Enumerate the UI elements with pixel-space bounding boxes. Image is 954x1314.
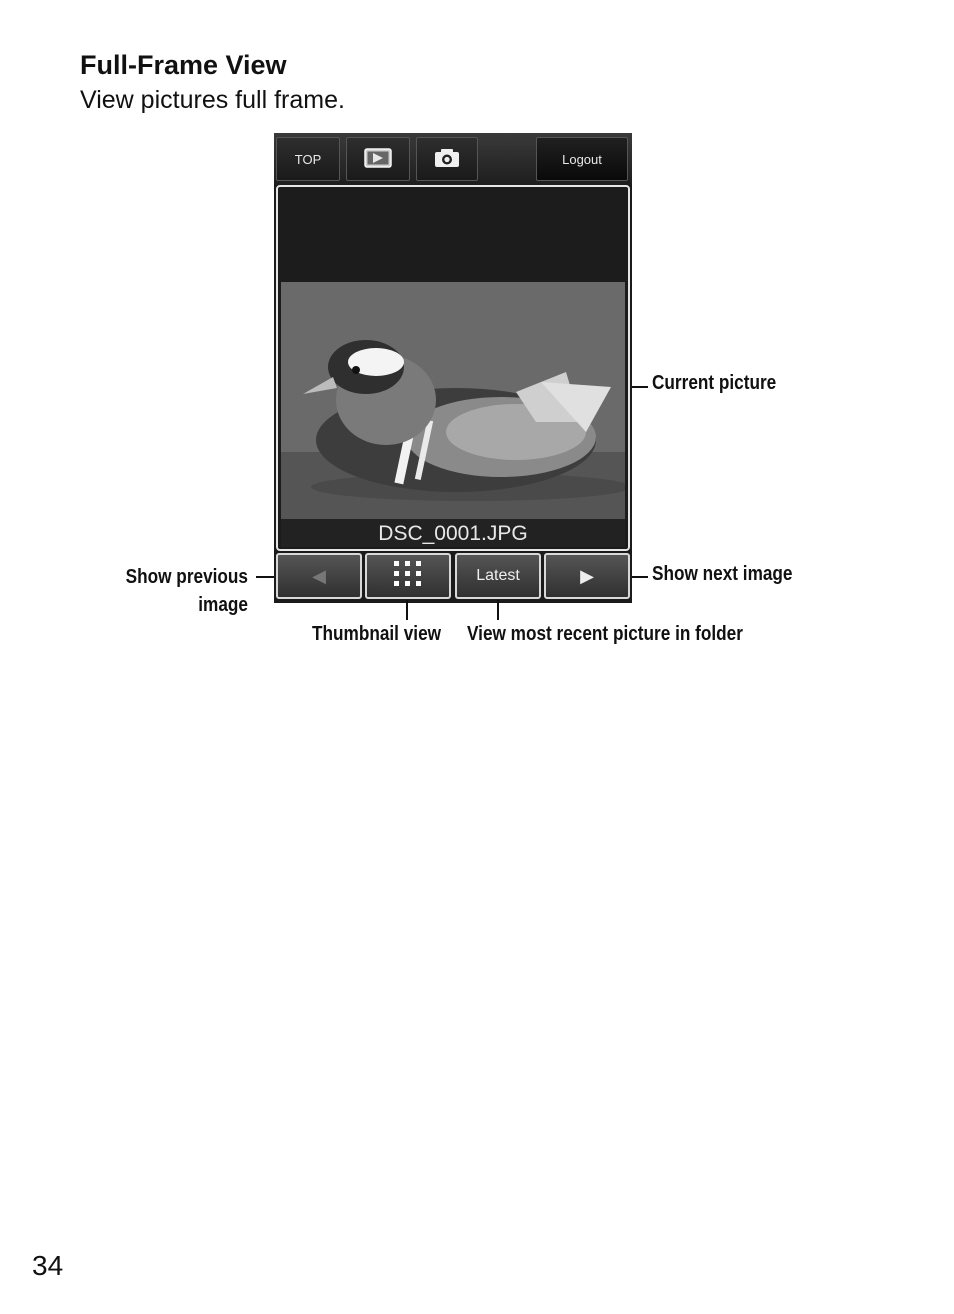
callout-line-next xyxy=(632,576,648,578)
thumbnail-view-button[interactable] xyxy=(365,553,451,599)
top-button[interactable]: TOP xyxy=(276,137,340,181)
mandarin-duck-photo xyxy=(281,282,625,520)
callout-current-picture: Current picture xyxy=(652,372,777,394)
page-title: Full-Frame View xyxy=(80,50,287,80)
current-picture[interactable] xyxy=(281,282,625,520)
camera-button[interactable] xyxy=(416,137,478,181)
callout-line-thumb xyxy=(406,600,408,620)
page-subtitle: View pictures full frame. xyxy=(80,86,345,114)
camera-icon xyxy=(434,148,460,171)
playback-icon xyxy=(364,148,392,171)
next-image-button[interactable] xyxy=(544,553,630,599)
previous-image-button[interactable] xyxy=(276,553,362,599)
logout-button[interactable]: Logout xyxy=(536,137,628,181)
latest-button[interactable]: Latest xyxy=(455,553,541,599)
callout-most-recent: View most recent picture in folder xyxy=(467,623,743,645)
left-arrow-icon: ◀ xyxy=(312,565,326,586)
filename-label: DSC_0001.JPG xyxy=(281,519,625,547)
callout-line-current xyxy=(632,386,648,388)
callout-show-next: Show next image xyxy=(652,563,793,585)
grid-icon xyxy=(393,560,423,593)
camera-web-ui xyxy=(274,133,632,603)
right-arrow-icon: ▶ xyxy=(580,565,594,586)
page-number: 34 xyxy=(32,1250,64,1281)
toolbar xyxy=(274,133,632,185)
playback-button[interactable] xyxy=(346,137,410,181)
callout-line-prev xyxy=(256,576,274,578)
current-picture-frame xyxy=(276,185,630,551)
callout-line-latest xyxy=(497,600,499,620)
callout-thumbnail-view: Thumbnail view xyxy=(312,623,442,645)
callout-show-previous: Show previous image xyxy=(125,566,248,616)
